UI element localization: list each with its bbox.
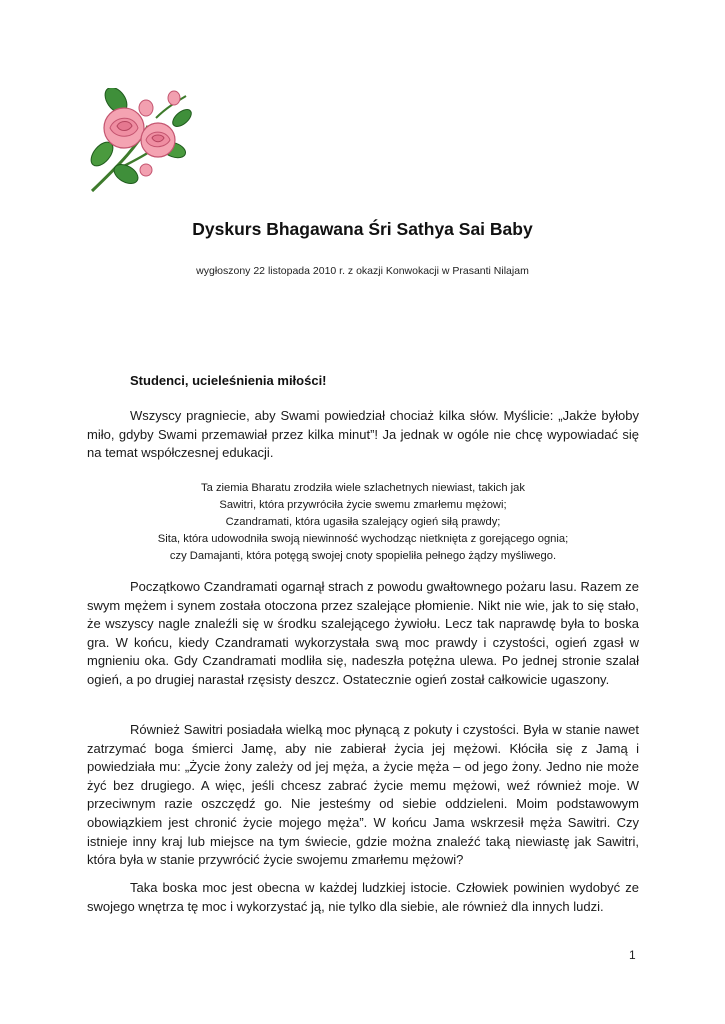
document-title: Dyskurs Bhagawana Śri Sathya Sai Baby: [192, 219, 533, 239]
rose-bouquet-icon: [86, 88, 198, 194]
paragraph-2: Początkowo Czandramati ogarnął strach z powodu gwałtownego pożaru lasu. Razem ze swym mężem i synem została otoczona przez szalejące płomienie. Nikt nie wie, jak to się stało, że wszyscy nagle znaleźli się w środku szalejącego żywiołu. Lecz tak naprawdę była to boska gra. W końcu, kiedy Czandramati wykorzystała swą moc prawdy i czystości, ogień zgasł w mgnieniu oka. Gdy Czandramati modliła się, nadeszła potężna ulewa. Po jednej stronie szalał ogień, a po drugiej narastał rzęsisty deszcz. Ostatecznie ogień został całkowicie ugaszony.: [87, 579, 639, 687]
poem-line: czy Damajanti, która potęgą swojej cnoty spopieliła pełnego żądzy myśliwego.: [169, 550, 557, 562]
page-number: 1: [629, 948, 636, 962]
paragraph-4: Taka boska moc jest obecna w każdej ludzkiej istocie. Człowiek powinien wydobyć ze swojego wnętrza tę moc i wykorzystać ją, nie tylko dla siebie, ale również dla innych ludzi.: [87, 880, 639, 914]
poem-line: Sawitri, która przywróciła życie swemu zmarłemu mężowi;: [219, 499, 507, 511]
salutation: Studenci, ucieleśnienia miłości!: [130, 373, 327, 388]
poem-line: Czandramati, która ugasiła szalejący ogień siłą prawdy;: [225, 516, 501, 528]
poem-block: [87, 480, 639, 565]
poem-line: Ta ziemia Bharatu zrodziła wiele szlachetnych niewiast, takich jak: [201, 482, 525, 494]
poem-line: Sita, która udowodniła swoją niewinność wychodząc nietknięta z gorejącego ognia;: [157, 533, 569, 545]
paragraph-3: Również Sawitri posiadała wielką moc płynącą z pokuty i czystości. Była w stanie nawet zatrzymać boga śmierci Jamę, aby nie zabierał życia jej mężowi. Kłóciła się z Jamą i powiedziała mu: „Życie żony zależy od jej męża, a życie męża – od jego żony. Jedno nie może żyć bez drugiego. A więc, jeśli chcesz zabrać życie memu mężowi, weź również moje. W przeciwnym razie oszczędź go. Nie jesteśmy od siebie oddzieleni. Moim podstawowym obowiązkiem jest chronić życie mojego męża”. W końcu Jama wskrzesił męża Sawitri. Czy istnieje inny kraj lub miejsce na tym świecie, gdzie można znaleźć taką niewiastę jak Sawitri, która była w stanie przywrócić życie swojemu zmarłemu mężowi?: [87, 722, 639, 868]
paragraph-1: Wszyscy pragniecie, aby Swami powiedział chociaż kilka słów. Myślicie: „Jakże byłoby miło, gdyby Swami przemawiał przez kilka minut”! Ja jednak w ogóle nie chcę wypowiadać się na temat współczesnej edukacji.: [87, 408, 639, 461]
document-subtitle: wygłoszony 22 listopada 2010 r. z okazji Konwokacji w Prasanti Nilajam: [196, 265, 529, 277]
